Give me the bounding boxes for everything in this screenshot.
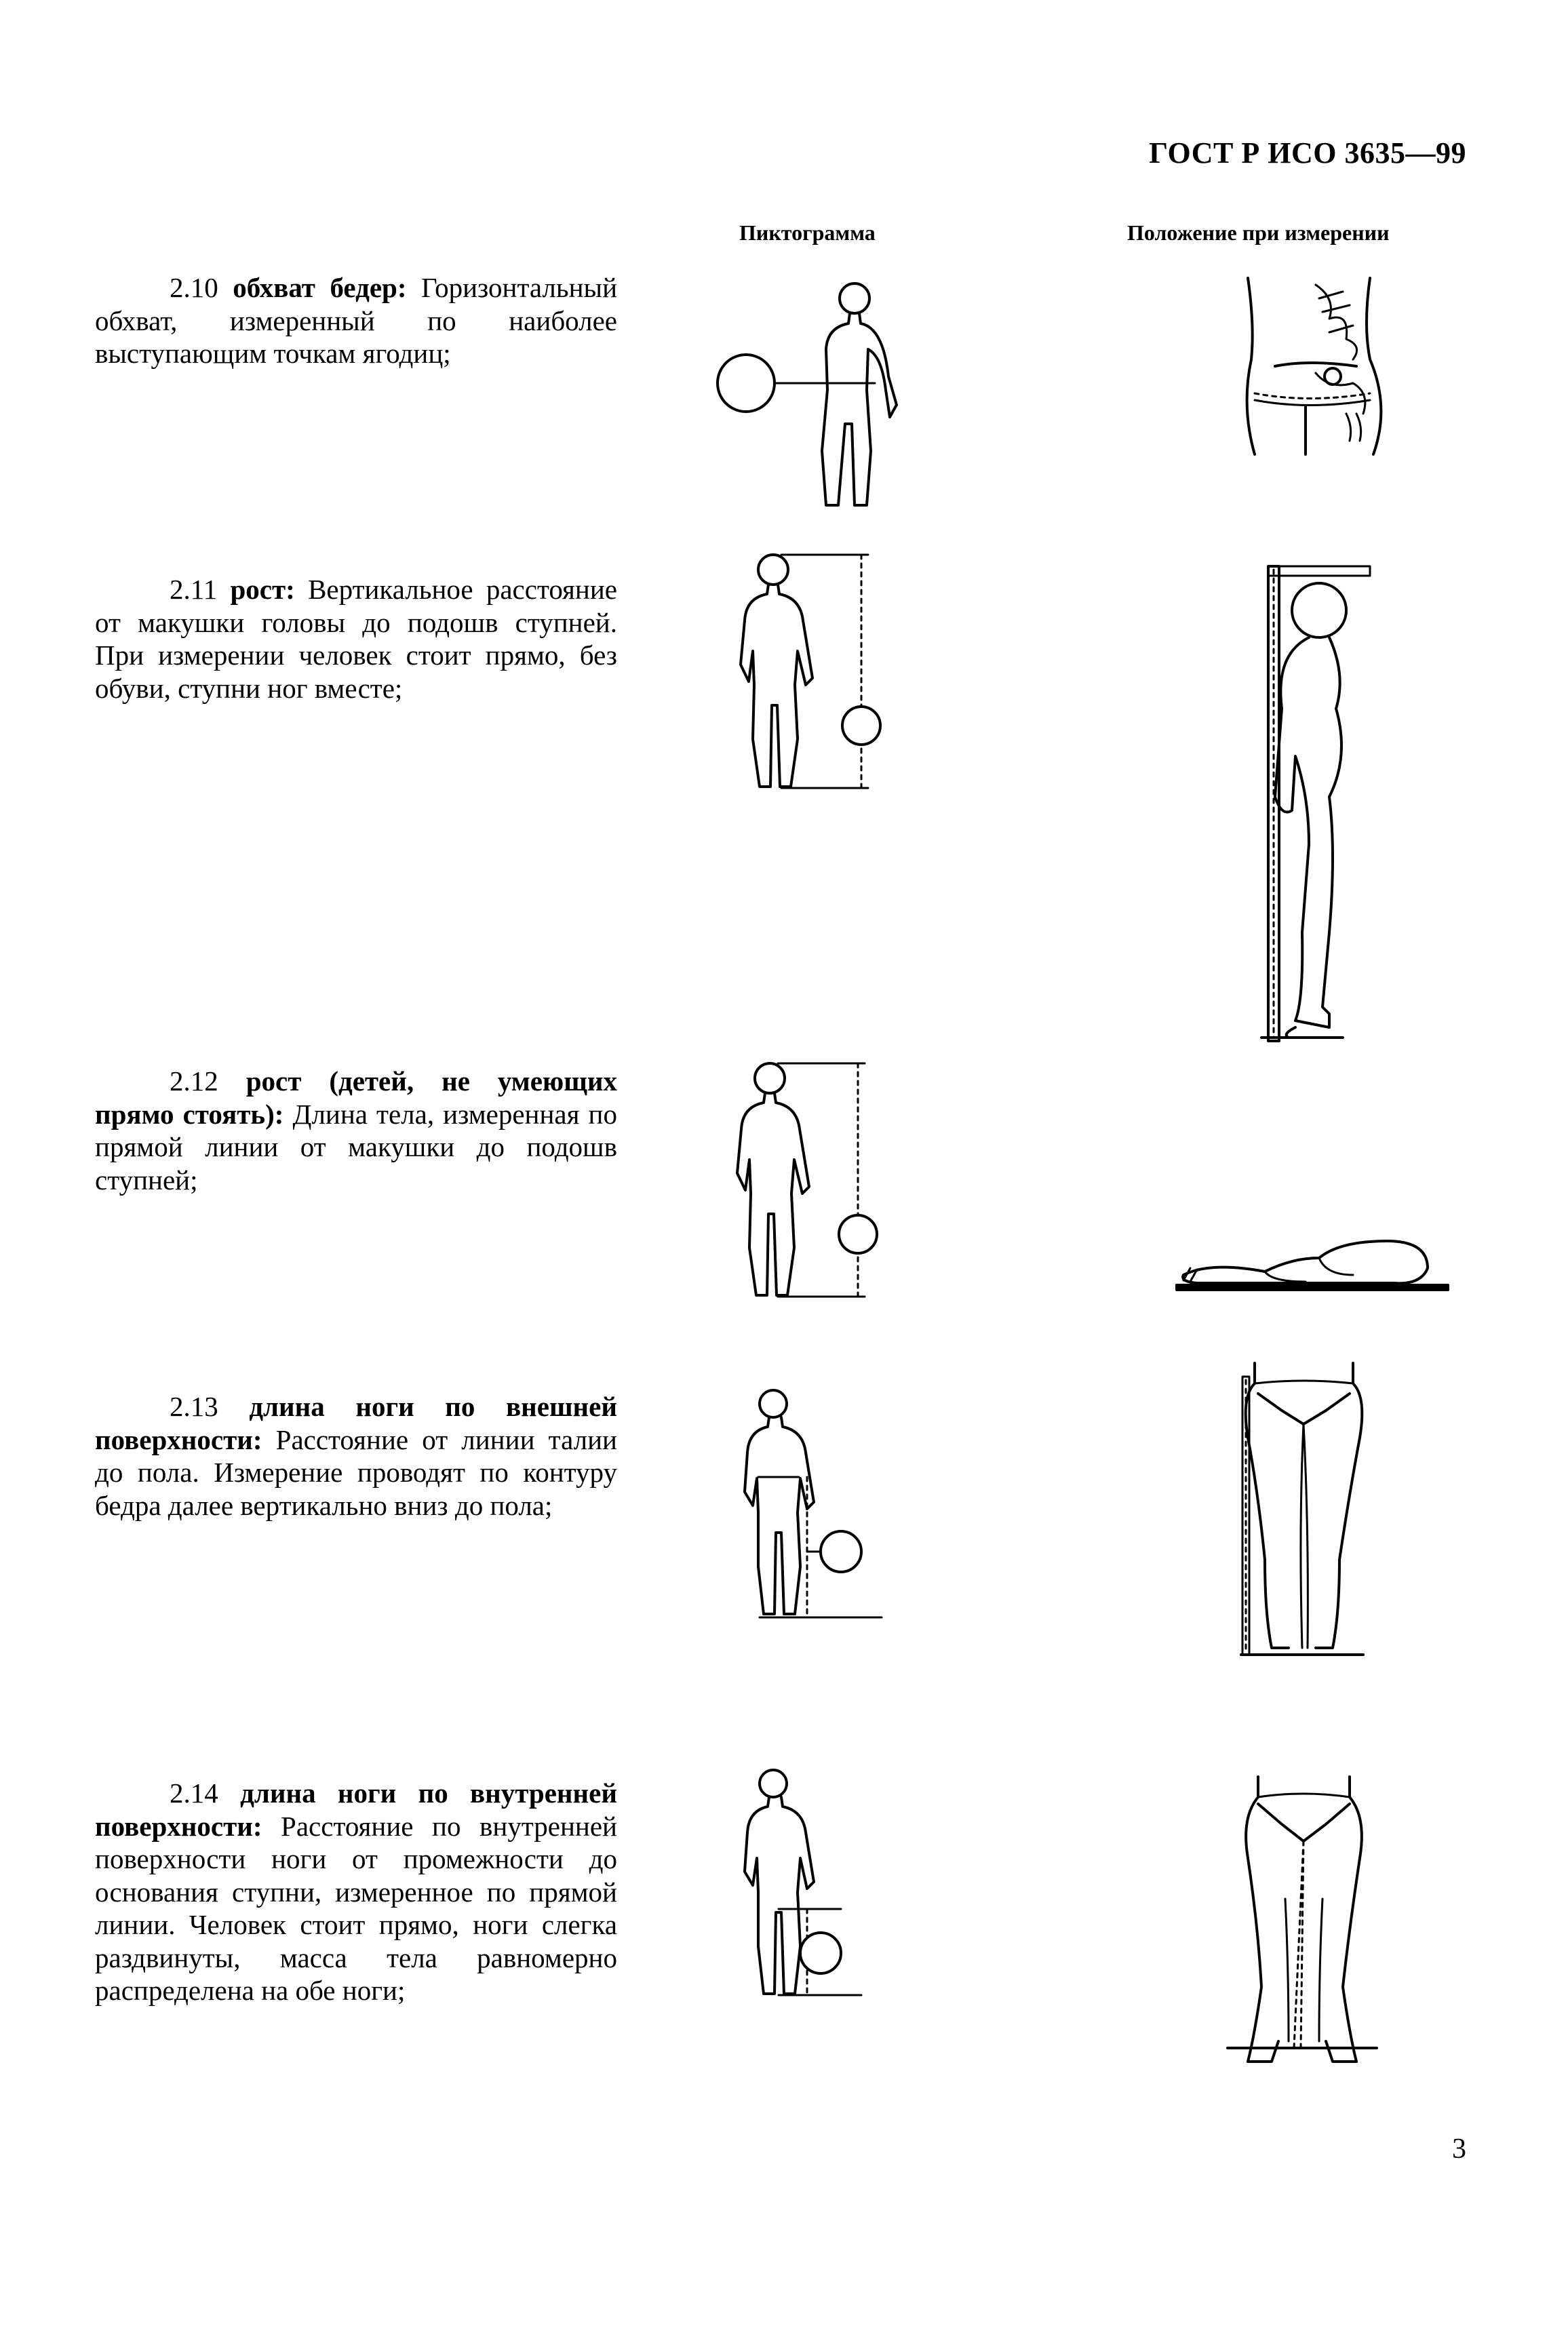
entry-number: 2.14 [170, 1777, 241, 1809]
document-code: ГОСТ Р ИСО 3635—99 [1149, 136, 1466, 170]
position-height [1228, 553, 1417, 1041]
entry-text: Расстояние по внутренней поверхности ноги от промежности до основания ступни, измеренное по прямой линии. Человек стоит прямо, ноги слегка раздвинуты, масса тела равномерно распределена на обе ноги; [95, 1810, 617, 2006]
column-heading-pictogram: Пиктограмма [739, 220, 876, 245]
measurement-icon [839, 1215, 877, 1253]
entry-number: 2.12 [170, 1065, 246, 1097]
entry-number: 2.11 [170, 574, 231, 605]
page-number: 3 [1452, 2133, 1466, 2165]
entry-2-12 [95, 1065, 617, 1196]
human-figure-icon [745, 1390, 814, 1614]
entry-2-11 [95, 573, 617, 705]
entry-term: длина ноги по внутренней поверхности: [95, 1777, 617, 1842]
pictogram-outer-leg-length [739, 1377, 902, 1621]
position-hip-girth [1234, 271, 1411, 461]
entry-text: Горизонтальный обхват, измеренный по наиболее выступающим точкам ягодиц; [95, 272, 618, 369]
position-outer-leg-length [1228, 1356, 1377, 1661]
entry-text: Вертикальное расстояние от макушки головы до подошв ступней. При измерении человек стоит прямо, без обуви, ступни ног вместе; [95, 574, 617, 704]
pictogram-hip-girth [712, 281, 943, 512]
entry-text: Длина тела, измеренная по прямой линии от макушки до подошв ступней; [95, 1098, 618, 1196]
pictogram-inner-leg-length [739, 1763, 902, 2007]
entry-term: рост (детей, не умеющих прямо стоять): [95, 1065, 618, 1130]
human-figure-icon [822, 283, 897, 505]
entry-term: обхват бедер: [233, 272, 407, 303]
position-inner-leg-length [1221, 1763, 1384, 2075]
entry-term: рост: [230, 574, 295, 605]
entry-text: Расстояние от линии талии до пола. Измерение проводят по контуру бедра далее вертикально вниз до пола; [95, 1423, 617, 1521]
entry-2-13 [95, 1390, 617, 1522]
entry-2-10 [95, 271, 617, 370]
measurement-icon [821, 1531, 861, 1572]
position-child-length [1170, 1221, 1455, 1302]
measurement-icon [800, 1933, 841, 1973]
measurement-icon [842, 707, 880, 745]
entry-number: 2.10 [170, 272, 233, 303]
entry-number: 2.13 [170, 1391, 250, 1422]
entry-term: длина ноги по внешней поверхности: [95, 1391, 617, 1455]
entry-2-14 [95, 1777, 617, 2007]
pictogram-child-length [729, 1058, 892, 1302]
column-heading-position: Положение при измерении [1127, 220, 1390, 245]
human-figure-icon [737, 1063, 809, 1295]
measurement-icon [718, 355, 775, 412]
pictogram-height [732, 549, 895, 793]
human-figure-icon [741, 555, 812, 787]
